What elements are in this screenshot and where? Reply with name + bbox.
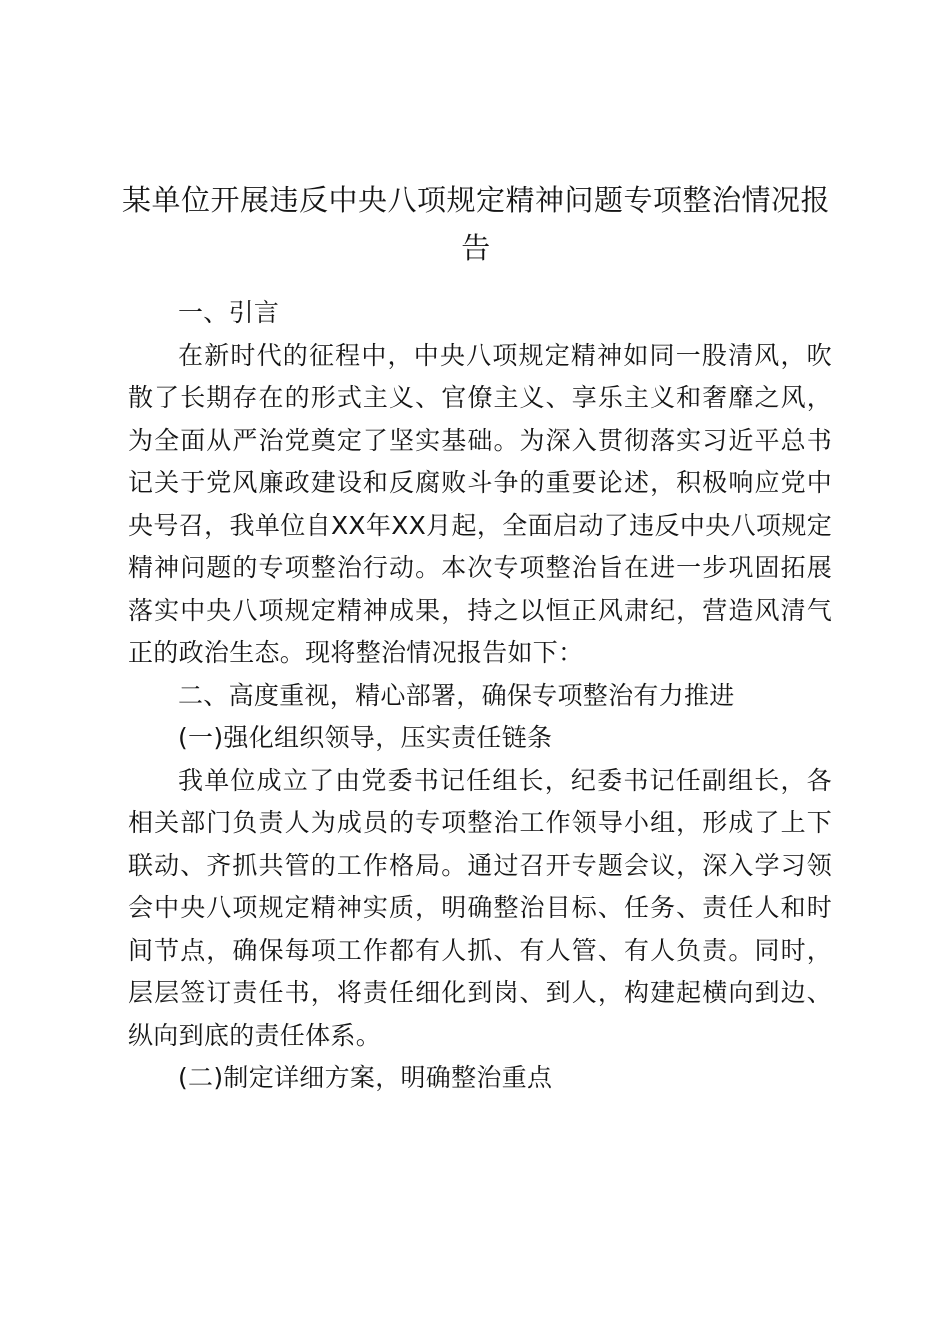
subsection-heading: (一)强化组织领导，压实责任链条 (178, 723, 553, 752)
document-title: 某单位开展违反中央八项规定精神问题专项整治情况报告 (121, 183, 830, 265)
section-heading-introduction: 一、引言 (178, 298, 280, 327)
body-paragraph: 我单位成立了由党委书记任组长，纪委书记任副组长，各相关部门负责人为成员的专项整治工作领导小组，形成了上下联动、齐抓共管的工作格局。通过召开专题会议，深入学习领会中央八项规定精神实质，明确整治目标、任务、责任人和时间节点，确保每项工作都有人抓、有人管、有人负责。同时，层层签订责任书，将责任细化到岗、到人，构建起横向到边、纵向到底的责任体系。 (128, 765, 832, 1050)
document-body (128, 292, 832, 1100)
subsection-heading: (二)制定详细方案，明确整治重点 (178, 1063, 553, 1092)
body-paragraph: 在新时代的征程中，中央八项规定精神如同一股清风，吹散了长期存在的形式主义、官僚主义、享乐主义和奢靡之风，为全面从严治党奠定了坚实基础。为深入贯彻落实习近平总书记关于党风廉政建设和反腐败斗争的重要论述，积极响应党中央号召，我单位自XX年XX月起，全面启动了违反中央八项规定精神问题的专项整治行动。本次专项整治旨在进一步巩固拓展落实中央八项规定精神成果，持之以恒正风肃纪，营造风清气正的政治生态。现将整治情况报告如下： (128, 340, 832, 667)
section-heading: 二、高度重视，精心部署，确保专项整治有力推进 (178, 680, 735, 710)
